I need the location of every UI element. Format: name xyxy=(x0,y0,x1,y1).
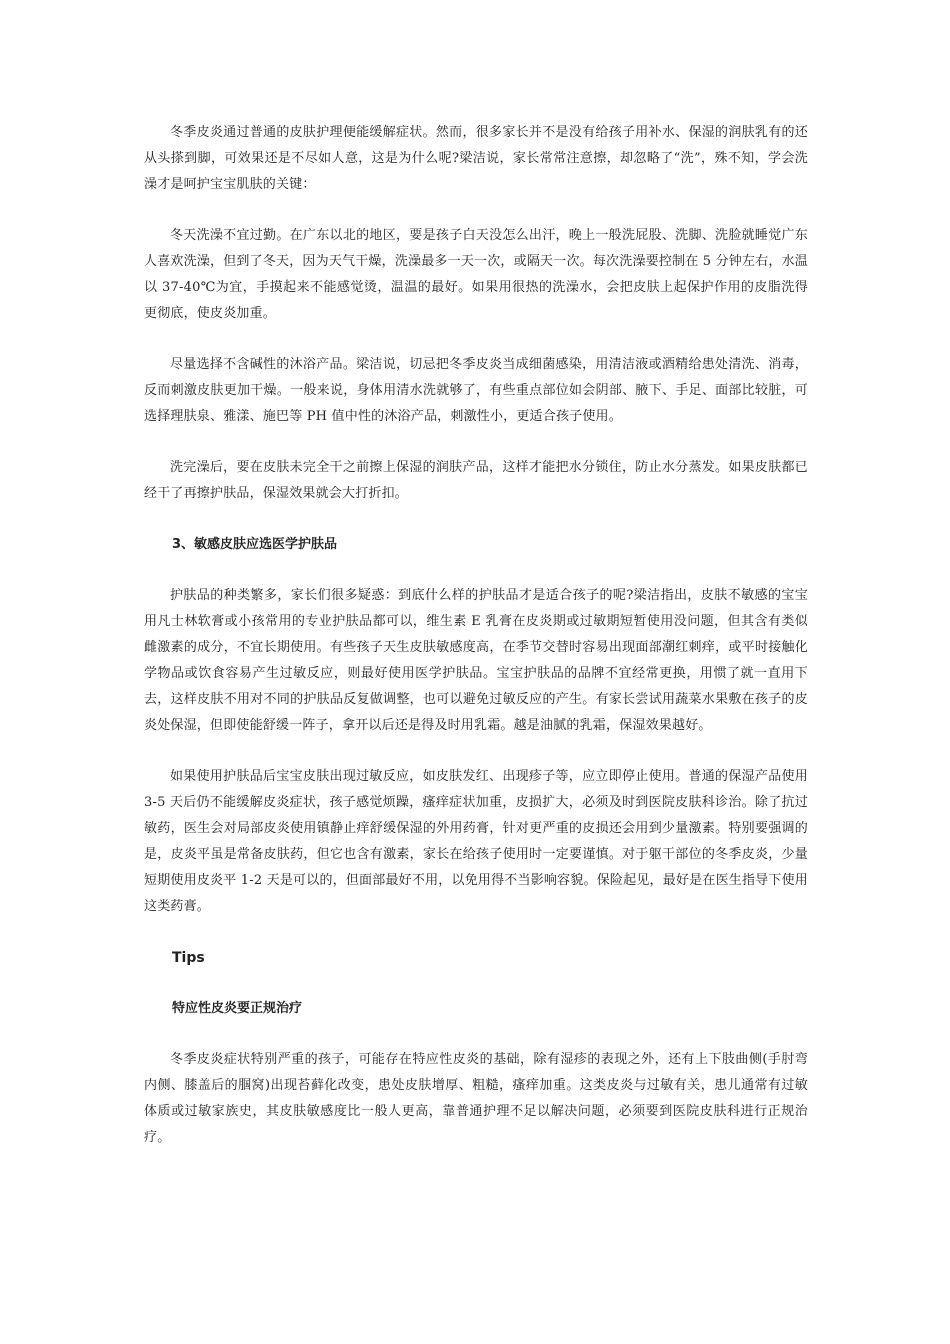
paragraph-gap xyxy=(144,739,808,764)
section-heading-sensitive-skin: 3、敏感皮肤应选医学护肤品 xyxy=(172,537,338,552)
paragraph-gap xyxy=(144,327,808,352)
paragraph-atopic-treatment: 冬季皮炎症状特别严重的孩子，可能存在特应性皮炎的基础，除有湿疹的表现之外，还有上下肢曲侧(手肘弯内侧、膝盖后的腘窝)出现苔藓化改变，患处皮肤增厚、粗糙，瘙痒加重。这类皮炎与过敏有关，患儿通常有过敏体质或过敏家族史，其皮肤敏感度比一般人更高，靠普通护理不足以解决问题，必须要到医院皮肤科进行正规治疗。 xyxy=(144,1052,808,1145)
paragraph-gap xyxy=(144,198,808,223)
paragraph-allergic-reaction: 如果使用护肤品后宝宝皮肤出现过敏反应，如皮肤发红、出现疹子等，应立即停止使用。普通的保湿产品使用 3-5 天后仍不能缓解皮炎症状，孩子感觉烦躁，瘙痒症状加重，皮损扩大，必须及时到医院皮肤科诊治。除了抗过敏药，医生会对局部皮炎使用镇静止痒舒缓保湿的外用药膏，针对更严重的皮损还会用到少量激素。特别要强调的是，皮炎平虽是常备皮肤药，但它也含有激素，家长在给孩子使用时一定要谨慎。对于躯干部位的冬季皮炎，少量短期使用皮炎平 1-2 天是可以的，但面部最好不用，以免用得不当影响容貌。保险起见，最好是在医生指导下使用这类药膏。 xyxy=(144,769,808,914)
paragraph-gap xyxy=(144,507,808,532)
paragraph-bathing-frequency: 冬天洗澡不宜过勤。在广东以北的地区，要是孩子白天没怎么出汗，晚上一般洗屁股、洗脚、洗脸就睡觉广东人喜欢洗澡，但到了冬天，因为天气干燥，洗澡最多一天一次，或隔天一次。每次洗澡要控制在 5 分钟左右，水温以 37-40℃为宜，手摸起来不能感觉烫，温温的最好。如果用很热的洗澡水，会把皮肤上起保护作用的皮脂洗得更彻底，使皮炎加重。 xyxy=(144,228,808,321)
paragraph-bath-products: 尽量选择不含碱性的沐浴产品。梁洁说，切忌把冬季皮炎当成细菌感染，用清洁液或酒精给患处清洗、消毒，反而刺激皮肤更加干燥。一般来说，身体用清水洗就够了，有些重点部位如会阴部、腋下、手足、面部比较脏，可选择理肤泉、雅漾、施巴等 PH 值中性的沐浴产品，刺激性小，更适合孩子使用。 xyxy=(144,357,808,424)
paragraph-gap xyxy=(144,558,808,583)
paragraph-gap xyxy=(144,920,808,945)
section-heading-atopic-dermatitis: 特应性皮炎要正规治疗 xyxy=(172,1001,303,1016)
tips-heading: Tips xyxy=(172,950,205,966)
paragraph-after-bath: 洗完澡后，要在皮肤未完全干之前擦上保湿的润肤产品，这样才能把水分锁住，防止水分蒸发。如果皮肤都已经干了再擦护肤品，保湿效果就会大打折扣。 xyxy=(144,460,808,501)
paragraph-skincare-choice: 护肤品的种类繁多，家长们很多疑惑：到底什么样的护肤品才是适合孩子的呢?梁洁指出，皮肤不敏感的宝宝用凡士林软膏或小孩常用的专业护肤品都可以，维生素 E 乳膏在皮炎期或过敏期短暂使用没问题，但其含有类似雌激素的成分，不宜长期使用。有些孩子天生皮肤敏感度高，在季节交替时容易出现面部潮红刺痒，或平时接触化学物品或饮食容易产生过敏反应，则最好使用医学护肤品。宝宝护肤品的品牌不宜经常更换，用惯了就一直用下去，这样皮肤不用对不同的护肤品反复做调整，也可以避免过敏反应的产生。有家长尝试用蔬菜水果敷在孩子的皮炎处保湿，但即使能舒缓一阵子，拿开以后还是得及时用乳霜。越是油腻的乳霜，保湿效果越好。 xyxy=(144,588,808,733)
document-page xyxy=(144,120,808,1151)
paragraph-intro: 冬季皮炎通过普通的皮肤护理便能缓解症状。然而，很多家长并不是没有给孩子用补水、保湿的润肤乳有的还从头搽到脚，可效果还是不尽如人意，这是为什么呢?梁洁说，家长常常注意擦，却忽略了“洗”，殊不知，学会洗澡才是呵护宝宝肌肤的关键： xyxy=(144,125,808,192)
paragraph-gap xyxy=(144,1022,808,1047)
paragraph-gap xyxy=(144,430,808,455)
paragraph-gap xyxy=(144,971,808,996)
